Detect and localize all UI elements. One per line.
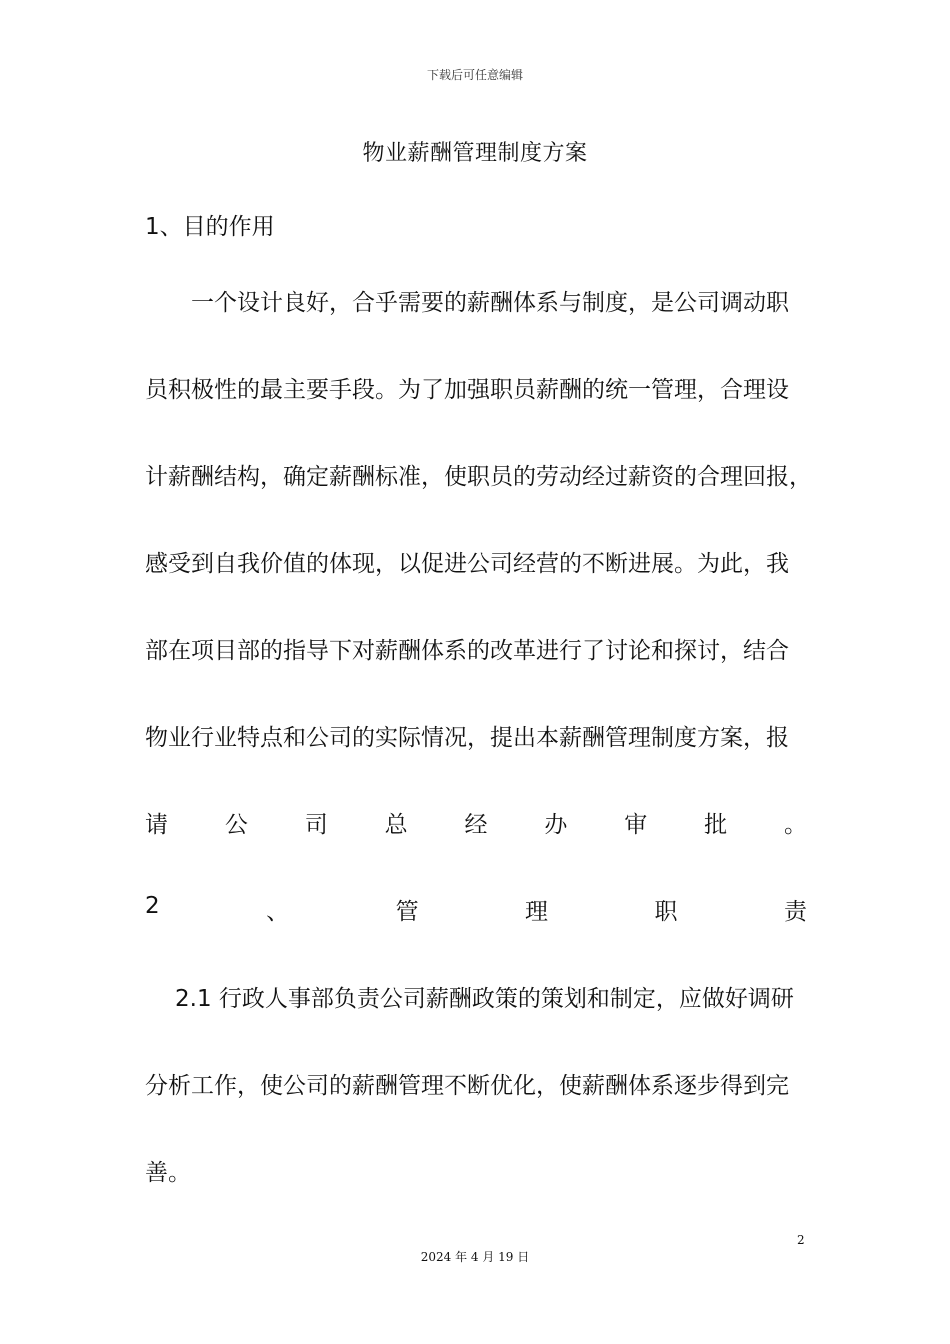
paragraph-line: 分析工作，使公司的薪酬管理不断优化，使薪酬体系逐步得到完 [145,1073,789,1099]
heading-char: 理 [525,899,549,925]
justified-char: 公 [224,812,248,838]
justified-char: 总 [384,812,408,838]
paragraph-line: 员积极性的最主要手段。为了加强职员薪酬的统一管理，合理设 [145,377,789,403]
paragraph-line: 物业行业特点和公司的实际情况，提出本薪酬管理制度方案，报 [145,725,789,751]
header-note: 下载后可任意编辑 [426,68,523,82]
section-heading-responsibilities [145,893,807,926]
paragraph-line: 善。 [145,1160,191,1186]
section-heading-purpose: 1、目的作用 [145,214,275,240]
justified-char: 审 [624,812,648,838]
paragraph-line: 一个设计良好，合乎需要的薪酬体系与制度，是公司调动职 [191,290,789,316]
paragraph-line-justified [145,806,807,839]
paragraph-line: 部在项目部的指导下对薪酬体系的改革进行了讨论和探讨，结合 [145,638,789,664]
justified-char: 经 [464,812,488,838]
footer-date: 2024 年 4 月 19 日 [420,1250,530,1264]
paragraph-line: 计薪酬结构，确定薪酬标准，使职员的劳动经过薪资的合理回报， [145,464,812,490]
document-title: 物业薪酬管理制度方案 [362,141,588,166]
heading-char: 2 [145,893,160,919]
heading-char: 职 [654,899,678,925]
justified-char: 办 [544,812,568,838]
justified-char: 批 [704,812,728,838]
justified-char: 请 [145,812,168,838]
paragraph-line: 2.1 行政人事部负责公司薪酬政策的策划和制定，应做好调研 [175,986,794,1012]
paragraph-line: 感受到自我价值的体现，以促进公司经营的不断进展。为此，我 [145,551,789,577]
heading-char: 、 [266,899,290,925]
heading-char: 责 [783,899,807,925]
page-number: 2 [797,1233,805,1247]
justified-char: 。 [784,812,807,838]
heading-char: 管 [395,899,419,925]
justified-char: 司 [304,812,328,838]
